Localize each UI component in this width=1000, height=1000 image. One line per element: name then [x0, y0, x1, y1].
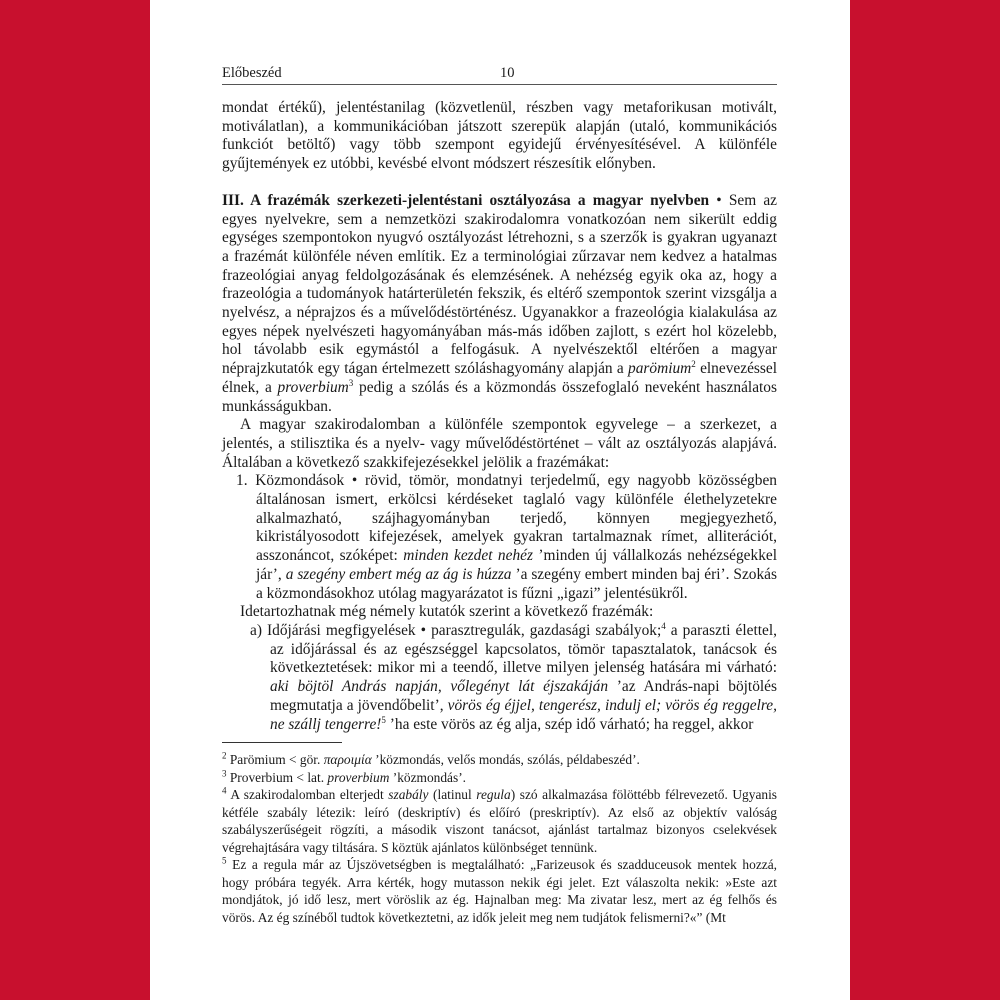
- paragraph-text: Sem az egyes nyelvekre, sem a nemzetközi szakirodalomra vonatkozóan nem sikerült eddig egységes szempontokon nyugvó osztályozást létrehozni, s a szerzők is gyakran ugyanazt a frazémát különféle néven említik. Ez a terminológiai zűrzavar nem kedvez a hatalmas frazeológiai anyag feldolgozásának és elemzésének. A nehézség egyik oka az, hogy a frazeológia a tudományok határterületén fekszik, és eltérő szempontok szerint vizsgálja a nyelvész, a néprajzos és a művelődéstörténész. Ugyanakkor a frazeológia kialakulása az egyes népek nyelvészeti hagyományában más-más időben zajlott, s ezért hol közelebb, hol távolabb esik egymástól a felfogásuk. A nyelvészektől eltérően a magyar néprajzkutatók egy tágan értelmezett szóláshagyomány alapján a: [222, 191, 777, 378]
- list-item-1: [222, 472, 777, 603]
- example-gloss: ’az András-napi böjtölés megmutatja a jövendőbelit’,: [270, 678, 777, 714]
- footnotes: [222, 751, 777, 926]
- term-paromium: parömium: [628, 360, 692, 378]
- footnote-5: [222, 856, 777, 926]
- list-item-label: a) Időjárási megfigyelések: [250, 621, 416, 639]
- footnote-ref-4[interactable]: 4: [661, 620, 666, 631]
- footnote-number: 2: [222, 750, 227, 761]
- example-phrase: a szegény embert még az ág is húzza: [285, 565, 512, 583]
- bullet: •: [344, 472, 365, 490]
- footnote-rule: [222, 742, 342, 743]
- paragraph-section-iii: [222, 192, 777, 416]
- footnote-term: παροιμία: [323, 752, 372, 768]
- paragraph-text: elnevezéssel élnek, a: [222, 360, 777, 396]
- footnote-number: 5: [222, 855, 227, 866]
- example-phrase: minden kezdet nehéz: [403, 547, 533, 565]
- list-item-text: rövid, tömör, mondatnyi terjedelmű, egy nagyobb közösségben általánosan ismert, erkölcsi kérdéseket taglaló vagy különféle élethelyzetekre alkalmazható, szájhagyományban terjedő, könnyen megjegyezhető, kikristályosodott kifejezések, amelyek gyakran tartalmaznak rímet, alliterációt, asszonáncot, szóképet:: [256, 472, 777, 565]
- section-heading: III. A frazémák szerkezeti-jelentéstani osztályozása a magyar nyelvben: [222, 191, 710, 209]
- paragraph-text: pedig a szólás és a közmondás összefoglaló neveként használatos munkásságukban.: [222, 378, 777, 415]
- footnote-text: ’közmondás, velős mondás, szólás, példabeszéd’.: [371, 752, 640, 768]
- footnote-number: 3: [222, 768, 227, 779]
- footnote-ref-2[interactable]: 2: [691, 359, 696, 370]
- paragraph-4: Idetartozhatnak még némely kutatók szerint a következő frazémák:: [240, 603, 654, 621]
- footnote-text: Ez a regula már az Újszövetségben is megtalálható: „Farizeusok és szadduceusok mentek hozzá, hogy próbára tegyék. Arra kérték, hogy mutasson nekik égi jelet. Ezt válaszolta nekik: »Este azt mondjátok, jó idő lesz, mert vöröslik az ég. Hajnalban meg: Ma zivatar lesz, mert az ég felhős és vörös. Az ég színéből tudtok következtetni, az idők jeleit meg nem tudjátok felismerni?«” (Mt: [222, 857, 777, 925]
- footnote-number: 4: [222, 785, 227, 796]
- list-item-a: [222, 622, 777, 734]
- example-gloss: ’minden új vállalkozás nehézségekkel jár’,: [256, 547, 778, 583]
- footnote-ref-3[interactable]: 3: [348, 377, 354, 388]
- footnote-2: [222, 751, 777, 769]
- section-title: Előbeszéd: [222, 65, 282, 81]
- example-phrase: aki böjtöl András napján, vőlegényt lát éjszakáján: [270, 678, 609, 696]
- bullet: •: [709, 191, 729, 209]
- page-content: [222, 62, 777, 926]
- footnote-text: A szakirodalomban elterjedt: [226, 787, 389, 803]
- footnote-term: proverbium: [327, 769, 390, 785]
- example-gloss: ’a szegény embert minden baj éri’. Szokás a közmondásokhoz utólag magyarázatot is fűzni „igazi” jelentésükről.: [256, 565, 778, 602]
- footnote-text: Proverbium < lat.: [226, 769, 328, 785]
- bullet: •: [415, 621, 432, 639]
- footnote-text: Parömium < gör.: [226, 752, 324, 768]
- list-item-text: a paraszti élettel, az időjárással és az egészséggel kapcsolatos, tömör tapasztalatok, tanácsok és következtetések: mikor mi a teendő, illetve milyen jelenség hatására mi várható:: [270, 621, 777, 677]
- footnote-term: szabály: [388, 787, 429, 803]
- page-number: 10: [500, 65, 515, 81]
- footnote-text: ) szó alkalmazása fölöttébb félrevezető. Ugyanis kétféle szabály létezik: leíró (deskriptív) és előíró (preskriptív). Az első az objektív valóság szabályszerűségeit rögzíti, a második viszont tanácsot, ajánlást tartalmaz bizonyos cselekvések végrehajtására vagy tiltására. S köztük ajánlatos különbséget tennünk.: [222, 787, 778, 855]
- footnote-text: (latinul: [428, 787, 477, 803]
- book-page: [150, 0, 850, 1000]
- footnote-ref-5[interactable]: 5: [381, 714, 386, 725]
- term-proverbium: proverbium: [277, 378, 349, 396]
- running-header: [222, 62, 777, 85]
- example-phrase: vörös ég éjjel, tengerész, indulj el; vörös ég reggelre, ne szállj tengerre!: [270, 696, 777, 733]
- footnote-3: [222, 769, 777, 787]
- paragraph-3: A magyar szakirodalomban a különféle szempontok egyvelege – a szerkezet, a jelentés, a stilisztika és a nyelv- vagy művelődéstörténet – vált az osztályozás alapjává. Általában a következő szakkifejezésekkel jelölik a frazémákat:: [222, 416, 777, 471]
- footnote-term: regula: [476, 787, 511, 803]
- footnote-text: ’közmondás’.: [389, 769, 466, 785]
- footnote-4: [222, 786, 777, 856]
- list-item-text: parasztregulák, gazdasági szabályok;: [431, 621, 662, 639]
- spacer: [222, 174, 777, 192]
- paragraph-1: mondat értékű), jelentéstanilag (közvetlenül, részben vagy metaforikusan motivált, motiválatlan), a kommunikációban játszott szerepük alapján (utaló, kommunikációs funkciót betöltő) vagy több szempont egyidejű érvényesítésével. A különféle gyűjtemények ez utóbbi, kevésbé elvont módszert részesítik előnyben.: [222, 99, 777, 173]
- list-item-label: 1. Közmondások: [236, 472, 345, 490]
- body-text: [222, 99, 777, 734]
- example-gloss: ’ha este vörös az ég alja, szép idő várható; ha reggel, akkor: [385, 715, 754, 733]
